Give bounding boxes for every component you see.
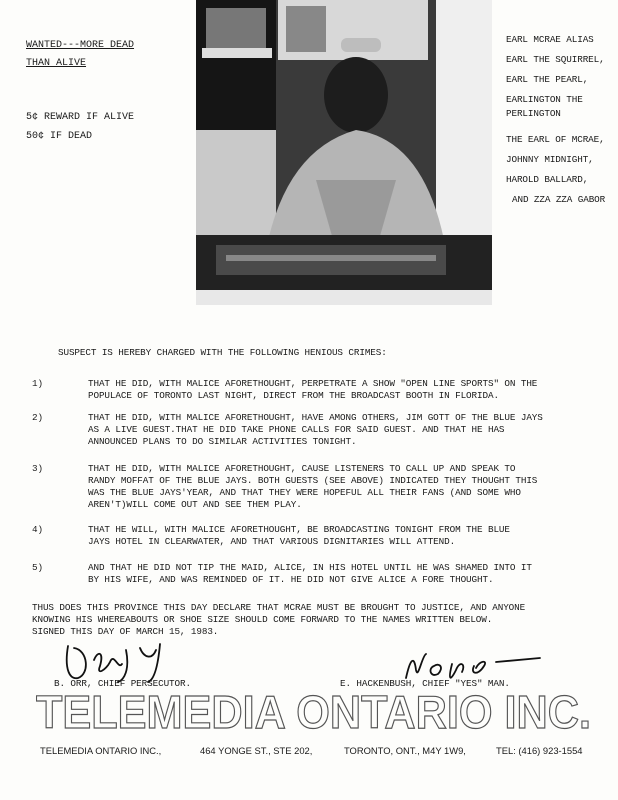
company-name: TELEMEDIA ONTARIO INC., [40,745,162,756]
alias-item: THE EARL OF MCRAE, [506,134,605,145]
alias-item: PERLINGTON [506,108,561,119]
wanted-line-1: WANTED---MORE DEAD [26,40,135,51]
city-address: TORONTO, ONT., M4Y 1W9, [344,745,466,756]
svg-text:TELEMEDIA ONTARIO INC.: TELEMEDIA ONTARIO INC. [36,692,591,734]
crime-text: THAT HE DID, WITH MALICE AFORETHOUGHT, CAUSE LISTENERS TO CALL UP AND SPEAK TO RANDY MOFFAT OF THE BLUE JAYS. BOTH GUESTS (SEE ABOVE) INDICATED THEY THOUGHT THIS WAS THE BLUE JAYS'YEAR, AND THAT THEY WERE HOPEFUL ALL THEIR FANS (AND SOME WHO AREN'T)WILL COME OUT AND SEE THEM PLAY. [88,463,538,510]
letterhead-address [40,745,610,759]
alias-item: HAROLD BALLARD, [506,174,589,185]
alias-item: AND ZZA ZZA GABOR [512,194,606,205]
wanted-heading [26,40,146,76]
letterhead-logo [36,692,596,734]
street-address: 464 YONGE ST., STE 202, [200,745,313,756]
crime-number: 5) [32,562,43,573]
crime-number: 1) [32,378,43,389]
crime-text: AND THAT HE DID NOT TIP THE MAID, ALICE, IN HIS HOTEL UNTIL HE WAS SHAMED INTO IT BY HIS WIFE, AND WAS REMINDED OF IT. HE DID NOT GIVE ALICE A FORE THOUGHT. [88,562,532,585]
reward-block [26,112,134,150]
alias-item: EARLINGTON THE [506,94,583,105]
suspect-photo [196,0,492,305]
alias-item: EARL THE SQUIRREL, [506,54,605,65]
wanted-line-2: THAN ALIVE [26,58,87,69]
alias-item: JOHNNY MIDNIGHT, [506,154,594,165]
crime-text: THAT HE DID, WITH MALICE AFORETHOUGHT, PERPETRATE A SHOW "OPEN LINE SPORTS" ON THE POPULACE OF TORONTO LAST NIGHT, DIRECT FROM THE BROADCAST BOOTH IN FLORIDA. [88,378,538,401]
closing-declaration: THUS DOES THIS PROVINCE THIS DAY DECLARE THAT MCRAE MUST BE BROUGHT TO JUSTICE, AND ANYONE KNOWING HIS WHEREABOUTS OR SHOE SIZE SHOULD COME FORWARD TO THE NAMES WRITTEN BELOW. SIGNED THIS DAY OF MARCH 15, 1983. [32,602,526,637]
crime-text: THAT HE DID, WITH MALICE AFORETHOUGHT, HAVE AMONG OTHERS, JIM GOTT OF THE BLUE JAYS AS A LIVE GUEST.THAT HE DID TAKE PHONE CALLS FOR SAID GUEST. AND THAT HE HAS ANNOUNCED PLANS TO DO SIMILAR ACTIVITIES TONIGHT. [88,412,543,447]
charges-intro: SUSPECT IS HEREBY CHARGED WITH THE FOLLOWING HENIOUS CRIMES: [58,347,387,358]
alias-list [506,34,616,214]
reward-alive: 5¢ REWARD IF ALIVE [26,112,135,123]
crime-number: 2) [32,412,43,423]
crime-number: 3) [32,463,43,474]
reward-dead: 50¢ IF DEAD [26,131,93,142]
crime-text: THAT HE WILL, WITH MALICE AFORETHOUGHT, BE BROADCASTING TONIGHT FROM THE BLUE JAYS HOTEL IN CLEARWATER, AND THAT VARIOUS DIGNITARIES WILL ATTEND. [88,524,510,547]
crime-number: 4) [32,524,43,535]
alias-item: EARL MCRAE ALIAS [506,34,594,45]
signer-right-name: E. HACKENBUSH, CHIEF "YES" MAN. [340,678,510,689]
signer-left-name: B. ORR, CHIEF PERSECUTOR. [54,678,191,689]
phone-number: TEL: (416) 923-1554 [496,745,583,756]
alias-item: EARL THE PEARL, [506,74,589,85]
